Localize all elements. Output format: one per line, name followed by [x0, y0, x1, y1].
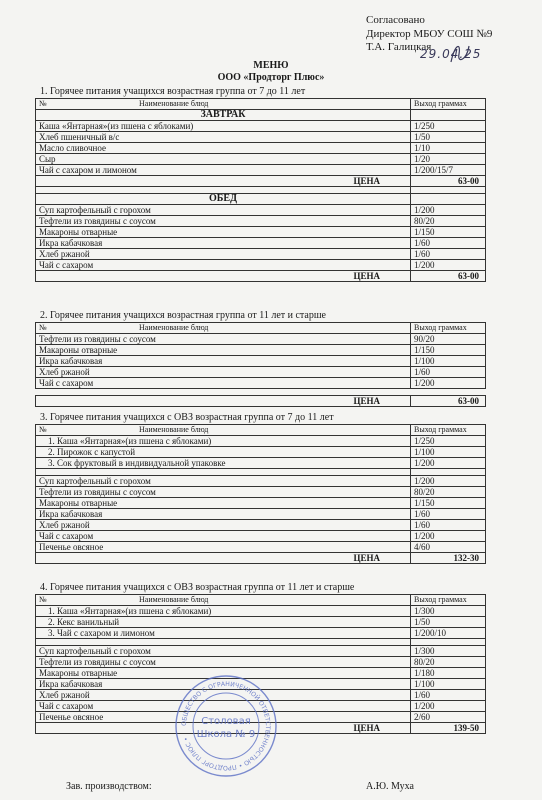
price-row: ЦЕНА 132-30	[36, 553, 486, 564]
table-row: Суп картофельный с горохом 1/300	[36, 646, 486, 657]
table-header: № Наименование блюд	[36, 323, 411, 334]
table-row: Хлеб пшеничный в/с 1/50	[36, 132, 486, 143]
table-row: Хлеб ржаной 1/60	[36, 690, 486, 701]
table-row: Хлеб ржаной 1/60	[36, 249, 486, 260]
handwritten-date: 29.04.25	[420, 47, 482, 61]
table-header: № Наименование блюд	[36, 425, 411, 436]
menu-title: МЕНЮ	[253, 60, 289, 71]
meal-label-breakfast: ЗАВТРАК	[36, 110, 411, 121]
table-row: Суп картофельный с горохом 1/200	[36, 205, 486, 216]
stamp-icon	[174, 674, 278, 778]
table-row: Суп картофельный с горохом 1/200	[36, 476, 486, 487]
table-row: Чай с сахаром 1/200	[36, 378, 486, 389]
table-row: 3. Чай с сахаром и лимоном 1/200/10	[36, 628, 486, 639]
table-row: Масло сливочное 1/10	[36, 143, 486, 154]
section-4-title: 4. Горячее питания учащихся с ОВЗ возрастная группа от 11 лет и старше	[40, 582, 355, 593]
stamp-center-line1: Столовая	[201, 716, 251, 727]
table-row: Макароны отварные 1/180	[36, 668, 486, 679]
table-row: Тефтели из говядины с соусом 80/20	[36, 216, 486, 227]
table-row: Печенье овсяное 4/60	[36, 542, 486, 553]
director-name: Т.А. Галицкая	[366, 41, 432, 53]
section-3-table	[35, 424, 486, 564]
table-row: 2. Кекс ванильный 1/50	[36, 617, 486, 628]
table-row: Тефтели из говядины с соусом 80/20	[36, 487, 486, 498]
table-row: Макароны отварные 1/150	[36, 227, 486, 238]
section-3-title: 3. Горячее питания учащихся с ОВЗ возрастная группа от 7 до 11 лет	[40, 412, 334, 423]
stamp-center-line2: Школа № 9	[196, 729, 256, 740]
table-row: Хлеб ржаной 1/60	[36, 520, 486, 531]
table-row: Чай с сахаром 1/200	[36, 701, 486, 712]
table-row: Икра кабачковая 1/100	[36, 679, 486, 690]
table-row: 1. Каша «Янтарная»(из пшена с яблоками) 1/300	[36, 606, 486, 617]
table-row: Тефтели из говядины с соусом 90/20	[36, 334, 486, 345]
footer-label: Зав. производством:	[66, 781, 152, 792]
yield-header: Выход граммах	[411, 99, 486, 110]
table-row: Чай с сахаром и лимоном 1/200/15/7	[36, 165, 486, 176]
yield-header: Выход граммах	[411, 595, 486, 606]
table-row: Икра кабачковая 1/100	[36, 356, 486, 367]
company-name: ООО «Продторг Плюс»	[217, 72, 325, 83]
table-row: Чай с сахаром 1/200	[36, 531, 486, 542]
table-row: Чай с сахаром 1/200	[36, 260, 486, 271]
table-row: Каша «Янтарная»(из пшена с яблоками) 1/250	[36, 121, 486, 132]
section-1-title: 1. Горячее питания учащихся возрастная группа от 7 до 11 лет	[40, 86, 306, 97]
section-2-table	[35, 322, 486, 407]
approval-label: Согласовано	[366, 14, 425, 26]
director-title: Директор МБОУ СОШ №9	[366, 27, 493, 40]
table-row: 2. Пирожок с капустой 1/100	[36, 447, 486, 458]
price-row: ЦЕНА 63-00	[36, 396, 486, 407]
table-row: 3. Сок фруктовый в индивидуальной упаковке 1/200	[36, 458, 486, 469]
section-2-title: 2. Горячее питания учащихся возрастная группа от 11 лет и старше	[40, 310, 326, 321]
yield-header: Выход граммах	[411, 323, 486, 334]
table-row: Сыр 1/20	[36, 154, 486, 165]
price-row: ЦЕНА 63-00	[36, 271, 486, 282]
table-row: Тефтели из говядины с соусом 80/20	[36, 657, 486, 668]
footer-name: А.Ю. Муха	[366, 781, 414, 792]
price-row: ЦЕНА 63-00	[36, 176, 486, 187]
table-row: Хлеб ржаной 1/60	[36, 367, 486, 378]
table-header: № Наименование блюд	[36, 99, 411, 110]
price-row: ЦЕНА 139-50	[36, 723, 486, 734]
table-row: Макароны отварные 1/150	[36, 345, 486, 356]
yield-header: Выход граммах	[411, 425, 486, 436]
table-row: Икра кабачковая 1/60	[36, 238, 486, 249]
table-row: 1. Каша «Янтарная»(из пшена с яблоками) 1/250	[36, 436, 486, 447]
table-header: № Наименование блюд	[36, 595, 411, 606]
table-row: Макароны отварные 1/150	[36, 498, 486, 509]
table-row: Икра кабачковая 1/60	[36, 509, 486, 520]
meal-label-lunch: ОБЕД	[36, 194, 411, 205]
table-row: Печенье овсяное 2/60	[36, 712, 486, 723]
section-1-table	[35, 98, 486, 282]
stamp-ring-text: ОБЩЕСТВО С ОГРАНИЧЕННОЙ ОТВЕТСТВЕННОСТЬЮ • ПРОДТОРГ ПЛЮС •	[180, 680, 272, 772]
